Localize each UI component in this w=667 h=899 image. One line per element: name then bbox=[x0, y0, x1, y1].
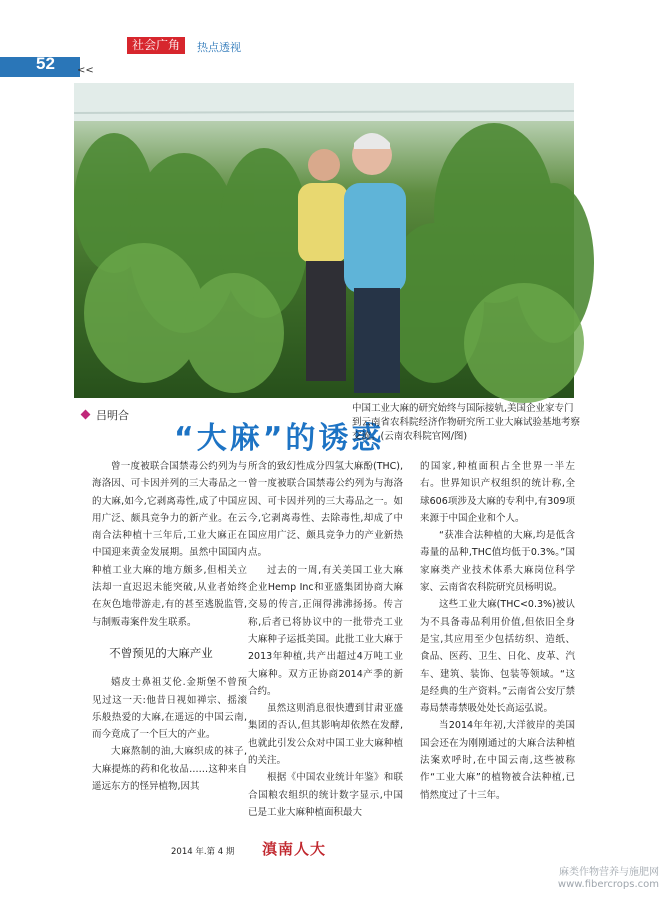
paragraph: 的国家,种植面积占全世界一半左右。世界知识产权组织的统计称,全球606项涉及大麻的专利中,有309项来源于中国企业和个人。 bbox=[420, 461, 575, 524]
magazine-logo: 滇南人大 bbox=[262, 840, 327, 858]
greenhouse-scene bbox=[74, 83, 574, 398]
author-name: 吕明合 bbox=[96, 409, 129, 422]
paragraph: 虽然这则消息很快遭到甘肃亚盛集团的否认,但其影响却依然在发酵,也就此引发公众对中国工业大麻种植的关注。 bbox=[248, 703, 403, 767]
paragraph: 嬉皮士鼻祖艾伦.金斯堡不曾预见过这一天:他昔日视如禅宗、摇滚乐般热爱的大麻,在遥远的中国云南,而今竟成了一个巨大的产业。 bbox=[92, 677, 247, 741]
paragraph: 曾一度被联合国禁毒公约列为与海洛因、可卡因并列的三大毒品之一的大麻,如今,它剥离毒性,成了中国应用广泛、颇具竞争力的新产业。在云南合法种植十三年后,工业大麻正在中国迎来黄金发展期。虽然中国国内种植工业大麻的地方颇多,但相关立法却一直迟迟未能突破,从业者始终在灰色地带游走,有的甚至逃脱监管,与制贩毒案件发生联系。 bbox=[92, 461, 247, 628]
paragraph: 当2014年年初,大洋彼岸的美国国会还在为刚刚通过的大麻合法种植法案欢呼时,在中国云南,这些被称作“工业大麻”的植物被合法种植,已悄然度过了十三年。 bbox=[420, 720, 575, 801]
diamond-icon bbox=[81, 410, 91, 420]
issue-label: 2014 年.第 4 期 bbox=[171, 847, 235, 857]
article-column-3 bbox=[420, 458, 575, 804]
back-arrows: << bbox=[77, 65, 94, 76]
article-column-2 bbox=[248, 458, 403, 821]
author-byline bbox=[82, 407, 129, 423]
page-number: 52 bbox=[36, 54, 55, 73]
section-heading: 不曾预见的大麻产业 bbox=[109, 645, 213, 660]
paragraph: “获准合法种植的大麻,均是低含毒量的品种,THC值均低于0.3%。”国家麻类产业技术体系大麻岗位科学家、云南省农科院研究员杨明说。 bbox=[420, 530, 575, 594]
watermark bbox=[558, 867, 659, 891]
section-tag: 社会广角 bbox=[127, 37, 185, 54]
article-title: “大麻”的诱惑 bbox=[174, 421, 385, 456]
paragraph: 过去的一周,有关美国工业大麻企业Hemp Inc和亚盛集团协商大麻交易的传言,正闹得沸沸扬扬。传言称,后者已将协议中的一批带壳工业大麻种子运抵美国。此批工业大麻于2013年种植,共产出超过4万吨工业大麻种。双方正协商2014产季的新合约。 bbox=[248, 564, 403, 697]
photo-caption: 中国工业大麻的研究始终与国际接轨,美国企业家专门到云南省农科院经济作物研究所工业大麻试验基地考察交流。(云南农科院官网/图) bbox=[352, 403, 581, 442]
watermark-url: www.fibercrops.com bbox=[557, 879, 659, 890]
section-subtitle: 热点透视 bbox=[197, 41, 241, 54]
article-column-1 bbox=[92, 458, 247, 795]
paragraph: 大麻熬制的油,大麻织成的袜子,大麻提炼的药和化妆品……这种来自遥远东方的怪异植物,因其 bbox=[92, 746, 247, 793]
paragraph: 所含的致幻性成分四氢大麻酚(THC),曾一度被联合国禁毒公约列为与海洛因、可卡因并列的三大毒品之一。如今,它剥离毒性、去除毒性,却成了中国应用广泛、颇具竞争力的产业新热点。 bbox=[248, 461, 403, 559]
paragraph: 这些工业大麻(THC<0.3%)被认为不具备毒品利用价值,但依旧全身是宝,其应用至少包括纺织、造纸、食品、医药、卫生、日化、皮革、汽车、建筑、装饰、包装等领域。“这是经典的生产资料。”云南省公安厅禁毒局禁毒禁吸处处长高运弘说。 bbox=[420, 599, 575, 715]
watermark-title: 麻类作物营养与施肥网 bbox=[559, 867, 659, 878]
paragraph: 根据《中国农业统计年鉴》和联合国粮农组织的统计数字显示,中国已是工业大麻种植面积最大 bbox=[248, 772, 403, 818]
